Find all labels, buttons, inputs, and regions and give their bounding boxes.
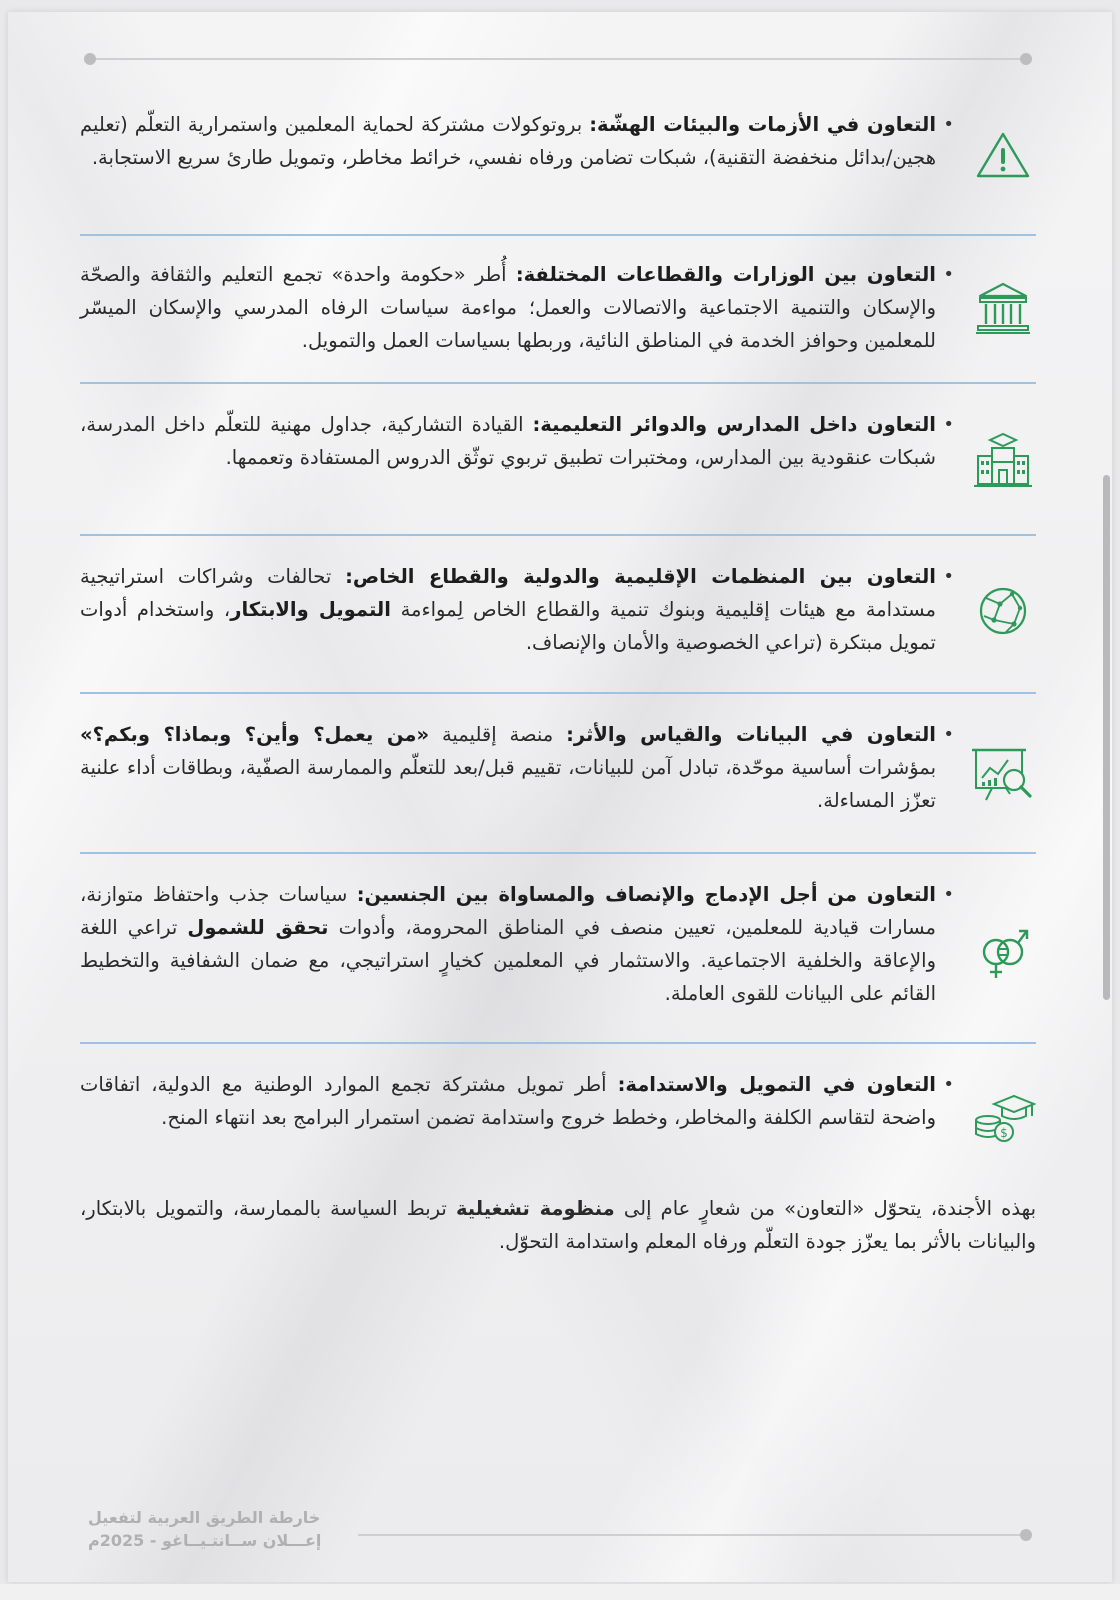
item-schools (80, 408, 1036, 508)
gender-equality-icon (970, 918, 1036, 984)
separator (80, 234, 1036, 236)
item-body: منصة إقليمية (429, 723, 567, 746)
item-body: تراعي اللغة والإعاقة والخلفية الاجتماعية. والاستثمار في المعلمين كخيارٍ استراتيجي، مع ضمان الشفافية والتخطيط القائم على البيانات للقوى العاملة. (80, 916, 936, 1005)
footer-line: إعـــلان ســانتـيــاغو - 2025م (88, 1531, 322, 1550)
globe-network-icon (970, 578, 1036, 644)
separator (80, 382, 1036, 384)
item-body-highlight: تحقق للشمول (187, 916, 329, 939)
closing-text: تربط السياسة بالممارسة، والتمويل بالابتكار، والبيانات بالأثر بما يعزّز جودة التعلّم ورفاه المعلم واستدامة التحوّل. (80, 1197, 1036, 1253)
document-page (8, 12, 1112, 1582)
rule-dot (1020, 53, 1032, 65)
item-inclusion (80, 878, 1036, 1008)
item-ministries (80, 258, 1036, 358)
top-rule (88, 58, 1028, 60)
item-body: سياسات جذب واحتفاظ متوازنة، مسارات قيادية للمعلمين، تعيين منصف في المناطق المحرومة، وأدوات (80, 883, 936, 939)
item-text: • التعاون بين الوزارات والقطاعات المختلفة: أُطر «حكومة واحدة» تجمع التعليم والثقافة والصحّة والإسكان والتنمية الاجتماعية والاتصالات والعمل؛ مواءمة سياسات الرفاه المدرسي والإسكان الميسّر للمعلمين وحوافز الخدمة في المناطق النائية، وربطها بسياسات العمل والتمويل. (80, 263, 954, 352)
item-text: • التعاون من أجل الإدماج والإنصاف والمساواة بين الجنسين: سياسات جذب واحتفاظ متوازنة، مسارات قيادية للمعلمين، تعيين منصف في المناطق المحرومة، وأدوات تحقق للشمول تراعي اللغة والإعاقة والخلفية الاجتماعية. والاستثمار في المعلمين كخيارٍ استراتيجي، مع ضمان الشفافية والتخطيط القائم على البيانات للقوى العاملة. (80, 883, 954, 1005)
item-funding (80, 1068, 1036, 1148)
item-partnerships (80, 560, 1036, 660)
item-body: أطر تمويل مشتركة تجمع الموارد الوطنية مع الدولية، اتفاقات واضحة لتقاسم الكلفة والمخاطر، وخطط خروج واستدامة تضمن استمرار البرامج بعد انتهاء المنح. (80, 1073, 936, 1129)
item-crisis (80, 108, 1036, 208)
scrollbar-thumb[interactable] (1103, 475, 1110, 1000)
closing-text: بهذه الأجندة، يتحوّل «التعاون» من شعارٍ عام إلى (614, 1197, 1037, 1220)
item-title: التعاون في التمويل والاستدامة: (617, 1073, 936, 1096)
item-text: • التعاون في التمويل والاستدامة: أطر تمويل مشتركة تجمع الموارد الوطنية مع الدولية، اتفاقات واضحة لتقاسم الكلفة والمخاطر، وخطط خروج واستدامة تضمن استمرار البرامج بعد انتهاء المنح. (80, 1073, 954, 1129)
separator (80, 1042, 1036, 1044)
item-text: • التعاون في الأزمات والبيئات الهشّة: بروتوكولات مشتركة لحماية المعلمين واستمرارية التعلّم (تعليم هجين/بدائل منخفضة التقنية)، شبكات تضامن ورفاه نفسي، خرائط مخاطر، وتمويل طارئ سريع الاستجابة. (80, 113, 954, 169)
warning-icon (970, 122, 1036, 188)
bottom-rule (358, 1534, 1028, 1536)
item-body: بروتوكولات مشتركة لحماية المعلمين واستمرارية التعلّم (تعليم هجين/بدائل منخفضة التقنية)، شبكات تضامن ورفاه نفسي، خرائط مخاطر، وتمويل طارئ سريع الاستجابة. (80, 113, 936, 169)
separator (80, 534, 1036, 536)
item-body: ، واستخدام أدوات تمويل مبتكرة (تراعي الخصوصية والأمان والإنصاف. (80, 598, 936, 654)
item-body-highlight: التمويل والابتكار (230, 598, 391, 621)
next-page-edge (0, 1584, 1120, 1600)
item-text: • التعاون بين المنظمات الإقليمية والدولية والقطاع الخاص: تحالفات وشراكات استراتيجية مستدامة مع هيئات إقليمية وبنوك تنمية والقطاع الخاص لِمواءمة التمويل والابتكار، واستخدام أدوات تمويل مبتكرة (تراعي الخصوصية والأمان والإنصاف. (80, 565, 954, 654)
item-title: التعاون من أجل الإدماج والإنصاف والمساواة بين الجنسين: (356, 883, 936, 906)
item-text: • التعاون داخل المدارس والدوائر التعليمية: القيادة التشاركية، جداول مهنية للتعلّم داخل المدرسة، شبكات عنقودية بين المدارس، ومختبرات تطبيق تربوي توثّق الدروس المستفادة وتعممها. (80, 413, 954, 469)
item-title: التعاون بين الوزارات والقطاعات المختلفة: (515, 263, 936, 286)
rule-dot (84, 53, 96, 65)
item-body-highlight: «من يعمل؟ وأين؟ وبماذا؟ وبكم؟» (80, 723, 430, 746)
closing-paragraph (80, 1192, 1036, 1258)
footer-title (88, 1506, 348, 1552)
closing-highlight: منظومة تشغيلية (455, 1197, 615, 1220)
item-body: أُطر «حكومة واحدة» تجمع التعليم والثقافة والصحّة والإسكان والتنمية الاجتماعية والاتصالات والعمل؛ مواءمة سياسات الرفاه المدرسي والإسكان الميسّر للمعلمين وحوافز الخدمة في المناطق النائية، وربطها بسياسات العمل والتمويل. (80, 263, 936, 352)
item-data (80, 718, 1036, 818)
item-title: التعاون في البيانات والقياس والأثر: (566, 723, 936, 746)
separator (80, 692, 1036, 694)
education-funding-icon (970, 1082, 1036, 1148)
item-title: التعاون داخل المدارس والدوائر التعليمية: (532, 413, 936, 436)
rule-dot (1020, 1529, 1032, 1541)
item-body: تحالفات وشراكات استراتيجية مستدامة مع هيئات إقليمية وبنوك تنمية والقطاع الخاص لِمواءمة (80, 565, 936, 621)
item-text: • التعاون في البيانات والقياس والأثر: منصة إقليمية «من يعمل؟ وأين؟ وبماذا؟ وبكم؟» بمؤشرات أساسية موحّدة، تبادل آمن للبيانات، تقييم قبل/بعد للتعلّم والممارسة الصفّية، وبطاقات أداء علنية تعزّز المساءلة. (80, 723, 954, 812)
item-title: التعاون في الأزمات والبيئات الهشّة: (589, 113, 937, 136)
analytics-board-icon (970, 742, 1036, 808)
government-building-icon (970, 274, 1036, 340)
svg-text:$: $ (1000, 1126, 1008, 1140)
item-title: التعاون بين المنظمات الإقليمية والدولية والقطاع الخاص: (345, 565, 936, 588)
item-body: القيادة التشاركية، جداول مهنية للتعلّم داخل المدرسة، شبكات عنقودية بين المدارس، ومختبرات تطبيق تربوي توثّق الدروس المستفادة وتعممها. (80, 413, 936, 469)
separator (80, 852, 1036, 854)
footer-line: خارطة الطريق العربية لتفعيل (88, 1508, 321, 1527)
school-building-icon (970, 428, 1036, 494)
item-body: بمؤشرات أساسية موحّدة، تبادل آمن للبيانات، تقييم قبل/بعد للتعلّم والممارسة الصفّية، وبطاقات أداء علنية تعزّز المساءلة. (80, 756, 936, 812)
